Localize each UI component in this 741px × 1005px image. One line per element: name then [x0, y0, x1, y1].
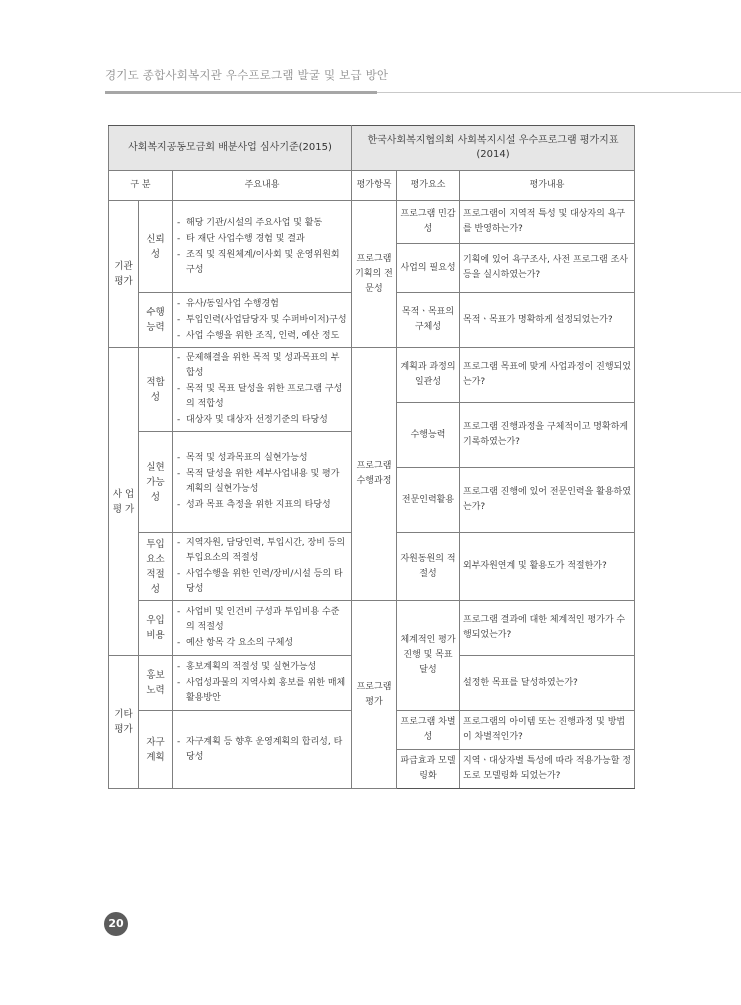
eval-element: 프로그램 민감성 [397, 201, 460, 244]
criteria-item: - 유사/동일사업 수행경험 [176, 297, 348, 312]
eval-content: 목적ㆍ목표가 명확하게 설정되었는가? [460, 293, 635, 348]
criteria-item: - 사업수행을 위한 인력/장비/시설 등의 타당성 [176, 567, 348, 597]
eval-element: 체계적인 평가진행 및 목표달성 [397, 601, 460, 711]
eval-content: 설정한 목표를 달성하였는가? [460, 656, 635, 711]
sub-category: 투입 요소 적절성 [139, 533, 173, 601]
evaluation-comparison-table [108, 125, 635, 789]
criteria-list [173, 348, 352, 432]
criteria-item: - 조직 및 직원체계/이사회 및 운영위원회 구성 [176, 248, 348, 278]
eval-element: 계획과 과정의 일관성 [397, 348, 460, 403]
criteria-list [173, 533, 352, 601]
eval-element: 파급효과 모델링화 [397, 750, 460, 789]
sub-category: 자구 계획 [139, 711, 173, 789]
eval-element: 자원동원의 적절성 [397, 533, 460, 601]
criteria-list [173, 201, 352, 293]
criteria-item: - 지역자원, 담당인력, 투입시간, 장비 등의 투입요소의 적절성 [176, 536, 348, 566]
criteria-item: - 타 재단 사업수행 경험 및 결과 [176, 232, 348, 247]
criteria-item: - 예산 항목 각 요소의 구체성 [176, 636, 348, 651]
eval-item: 프로그램 평가 [352, 601, 397, 789]
sub-category: 홍보 노력 [139, 656, 173, 711]
criteria-item: - 대상자 및 대상자 선정기준의 타당성 [176, 413, 348, 428]
col-content-header: 주요내용 [173, 171, 352, 201]
criteria-item: - 해당 기관/시설의 주요사업 및 활동 [176, 216, 348, 231]
criteria-list [173, 711, 352, 789]
criteria-item: - 사업성과물의 지역사회 홍보를 위한 매체 활용방안 [176, 676, 348, 706]
left-standard-title: 사회복지공동모금회 배분사업 심사기준(2015) [109, 126, 352, 171]
eval-content: 프로그램이 지역적 특성 및 대상자의 욕구를 반영하는가? [460, 201, 635, 244]
eval-element: 사업의 필요성 [397, 244, 460, 293]
criteria-item: - 사업비 및 인건비 구성과 투입비용 수준의 적절성 [176, 605, 348, 635]
eval-item: 프로그램 수행과정 [352, 348, 397, 601]
criteria-list [173, 293, 352, 348]
eval-content: 기획에 있어 욕구조사, 사전 프로그램 조사 등을 실시하였는가? [460, 244, 635, 293]
section-other: 기타 평가 [109, 656, 139, 789]
criteria-item: - 홍보계획의 적절성 및 실현가능성 [176, 660, 348, 675]
eval-element: 수행능력 [397, 403, 460, 468]
sub-category: 실현 가능성 [139, 432, 173, 533]
criteria-item: - 목적 및 목표 달성을 위한 프로그램 구성의 적합성 [176, 382, 348, 412]
criteria-list [173, 601, 352, 656]
sub-category: 신뢰성 [139, 201, 173, 293]
eval-content: 프로그램 목표에 맞게 사업과정이 진행되었는가? [460, 348, 635, 403]
criteria-item: - 투입인력(사업담당자 및 수퍼바이저)구성 [176, 313, 348, 328]
right-standard-title: 한국사회복지협의회 사회복지시설 우수프로그램 평가지표 (2014) [352, 126, 635, 171]
criteria-item: - 목적 달성을 위한 세부사업내용 및 평가계획의 실현가능성 [176, 467, 348, 497]
eval-element: 목적ㆍ목표의 구체성 [397, 293, 460, 348]
criteria-item: - 목적 및 성과목표의 실현가능성 [176, 451, 348, 466]
criteria-item: - 자구계획 등 향후 운영계획의 합리성, 타당성 [176, 735, 348, 765]
criteria-list [173, 656, 352, 711]
page-number-badge: 20 [104, 912, 128, 936]
section-project: 사 업 평 가 [109, 348, 139, 656]
eval-content: 프로그램 진행과정을 구체적이고 명확하게 기록하였는가? [460, 403, 635, 468]
criteria-item: - 문제해결을 위한 목적 및 성과목표의 부합성 [176, 351, 348, 381]
eval-content: 프로그램 결과에 대한 체계적인 평가가 수행되었는가? [460, 601, 635, 656]
col-element-header: 평가요소 [397, 171, 460, 201]
eval-item: 프로그램 기획의 전문성 [352, 201, 397, 348]
criteria-list [173, 432, 352, 533]
eval-content: 지역ㆍ대상자별 특성에 따라 적용가능할 정도로 모델링화 되었는가? [460, 750, 635, 789]
criteria-item: - 사업 수행을 위한 조직, 인력, 예산 정도 [176, 329, 348, 344]
eval-content: 프로그램 진행에 있어 전문인력을 활용하였는가? [460, 468, 635, 533]
running-header: 경기도 종합사회복지관 우수프로그램 발굴 및 보급 방안 [105, 68, 389, 82]
header-rule-accent [105, 91, 377, 94]
col-item-header: 평가항목 [352, 171, 397, 201]
sub-category: 적합성 [139, 348, 173, 432]
section-institution: 기관 평가 [109, 201, 139, 348]
sub-category: 우입 비용 [139, 601, 173, 656]
eval-content: 외부자원연계 및 활용도가 적절한가? [460, 533, 635, 601]
col-category-header: 구 분 [109, 171, 173, 201]
criteria-item: - 성과 목표 측정을 위한 지표의 타당성 [176, 498, 348, 513]
eval-element: 전문인력활용 [397, 468, 460, 533]
col-eval-header: 평가내용 [460, 171, 635, 201]
eval-element: 프로그램 차별성 [397, 711, 460, 750]
sub-category: 수행 능력 [139, 293, 173, 348]
eval-content: 프로그램의 아이템 또는 진행과정 및 방법이 차별적인가? [460, 711, 635, 750]
